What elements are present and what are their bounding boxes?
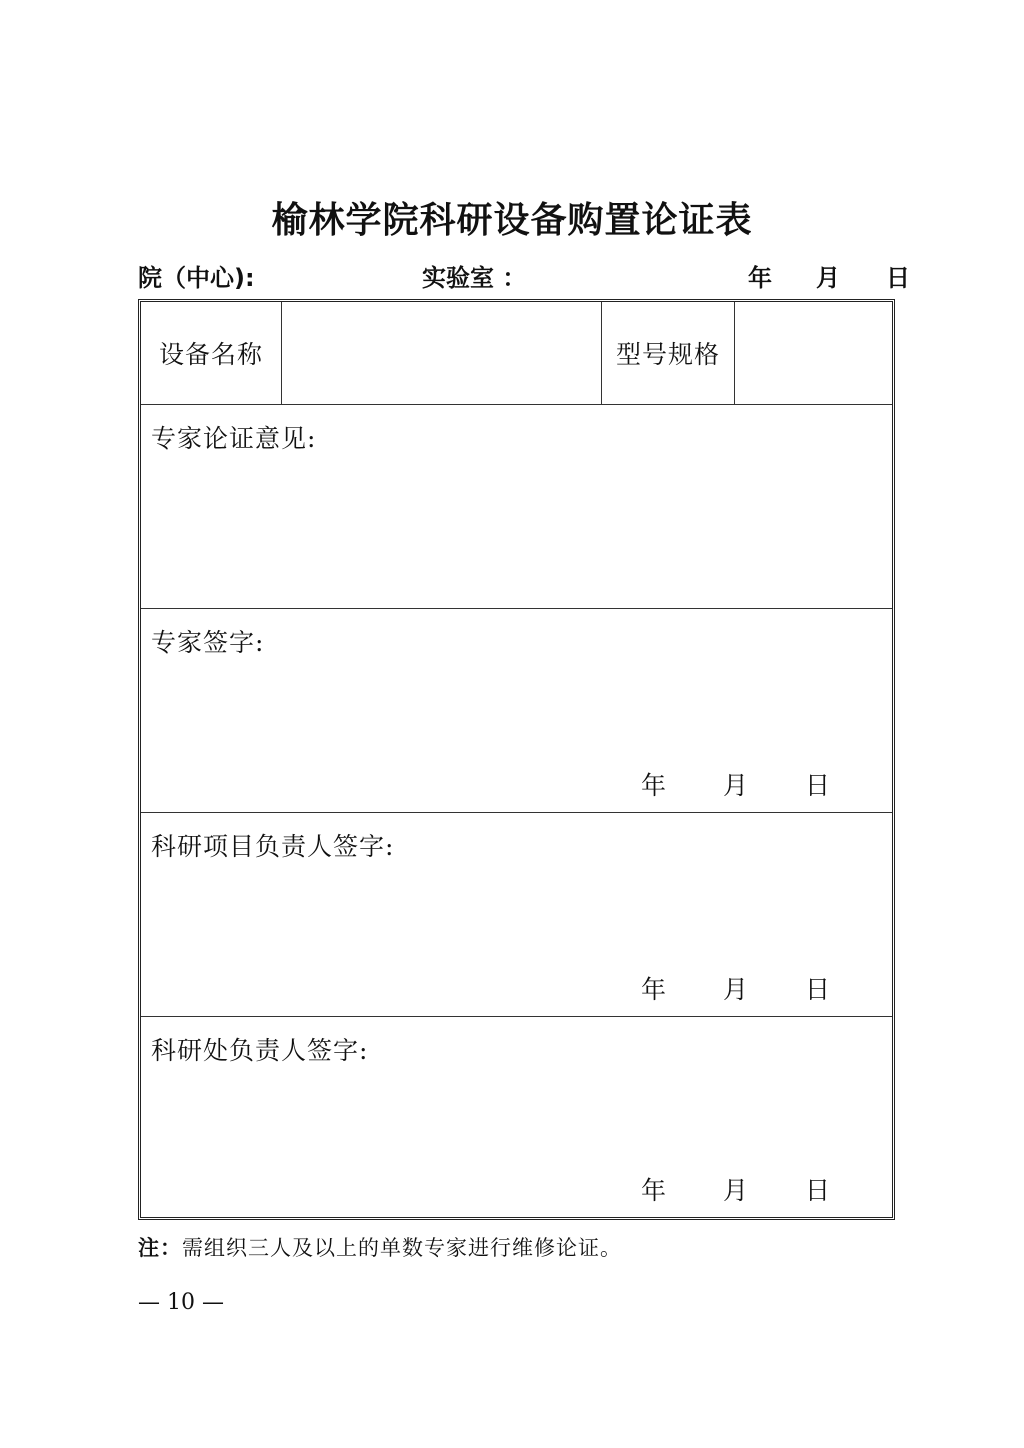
date-month-label: 月: [723, 1176, 749, 1205]
model-spec-field[interactable]: [735, 302, 892, 404]
equipment-name-label: 设备名称: [141, 302, 282, 404]
date-day-label: 日: [805, 1176, 831, 1205]
project-leader-signature-label: 科研项目负责人签字:: [151, 832, 395, 861]
expert-signature-field[interactable]: [141, 609, 892, 813]
date-year-label: 年: [641, 1176, 667, 1205]
expert-signature-date: [641, 766, 841, 800]
project-leader-signature-field[interactable]: [141, 813, 892, 1017]
header-year-label: 年: [748, 264, 772, 292]
date-month-label: 月: [723, 771, 749, 800]
department-label: 院（中心):: [138, 264, 255, 292]
page-number: — 10 —: [138, 1290, 224, 1315]
project-leader-signature-date: [641, 970, 841, 1004]
note: [138, 1232, 622, 1262]
expert-opinion-field[interactable]: [141, 405, 892, 609]
date-day-label: 日: [805, 771, 831, 800]
date-year-label: 年: [641, 771, 667, 800]
form-table: [138, 299, 895, 1220]
expert-signature-label: 专家签字:: [151, 628, 265, 657]
equipment-name-field[interactable]: [282, 302, 602, 404]
research-office-signature-label: 科研处负责人签字:: [151, 1036, 369, 1065]
note-text: 需组织三人及以上的单数专家进行维修论证。: [182, 1236, 622, 1260]
note-label: 注：: [138, 1236, 182, 1260]
expert-opinion-label: 专家论证意见:: [151, 424, 317, 453]
equipment-row: [141, 302, 892, 405]
date-year-label: 年: [641, 975, 667, 1004]
header-day-label: 日: [886, 264, 910, 292]
model-spec-label: 型号规格: [602, 302, 735, 404]
form-title: 榆林学院科研设备购置论证表: [271, 200, 753, 241]
research-office-signature-field[interactable]: [141, 1017, 892, 1217]
header-line: [138, 258, 908, 298]
research-office-signature-date: [641, 1171, 841, 1205]
header-month-label: 月: [816, 264, 840, 292]
lab-label: 实验室 ：: [422, 264, 527, 292]
date-month-label: 月: [723, 975, 749, 1004]
date-day-label: 日: [805, 975, 831, 1004]
